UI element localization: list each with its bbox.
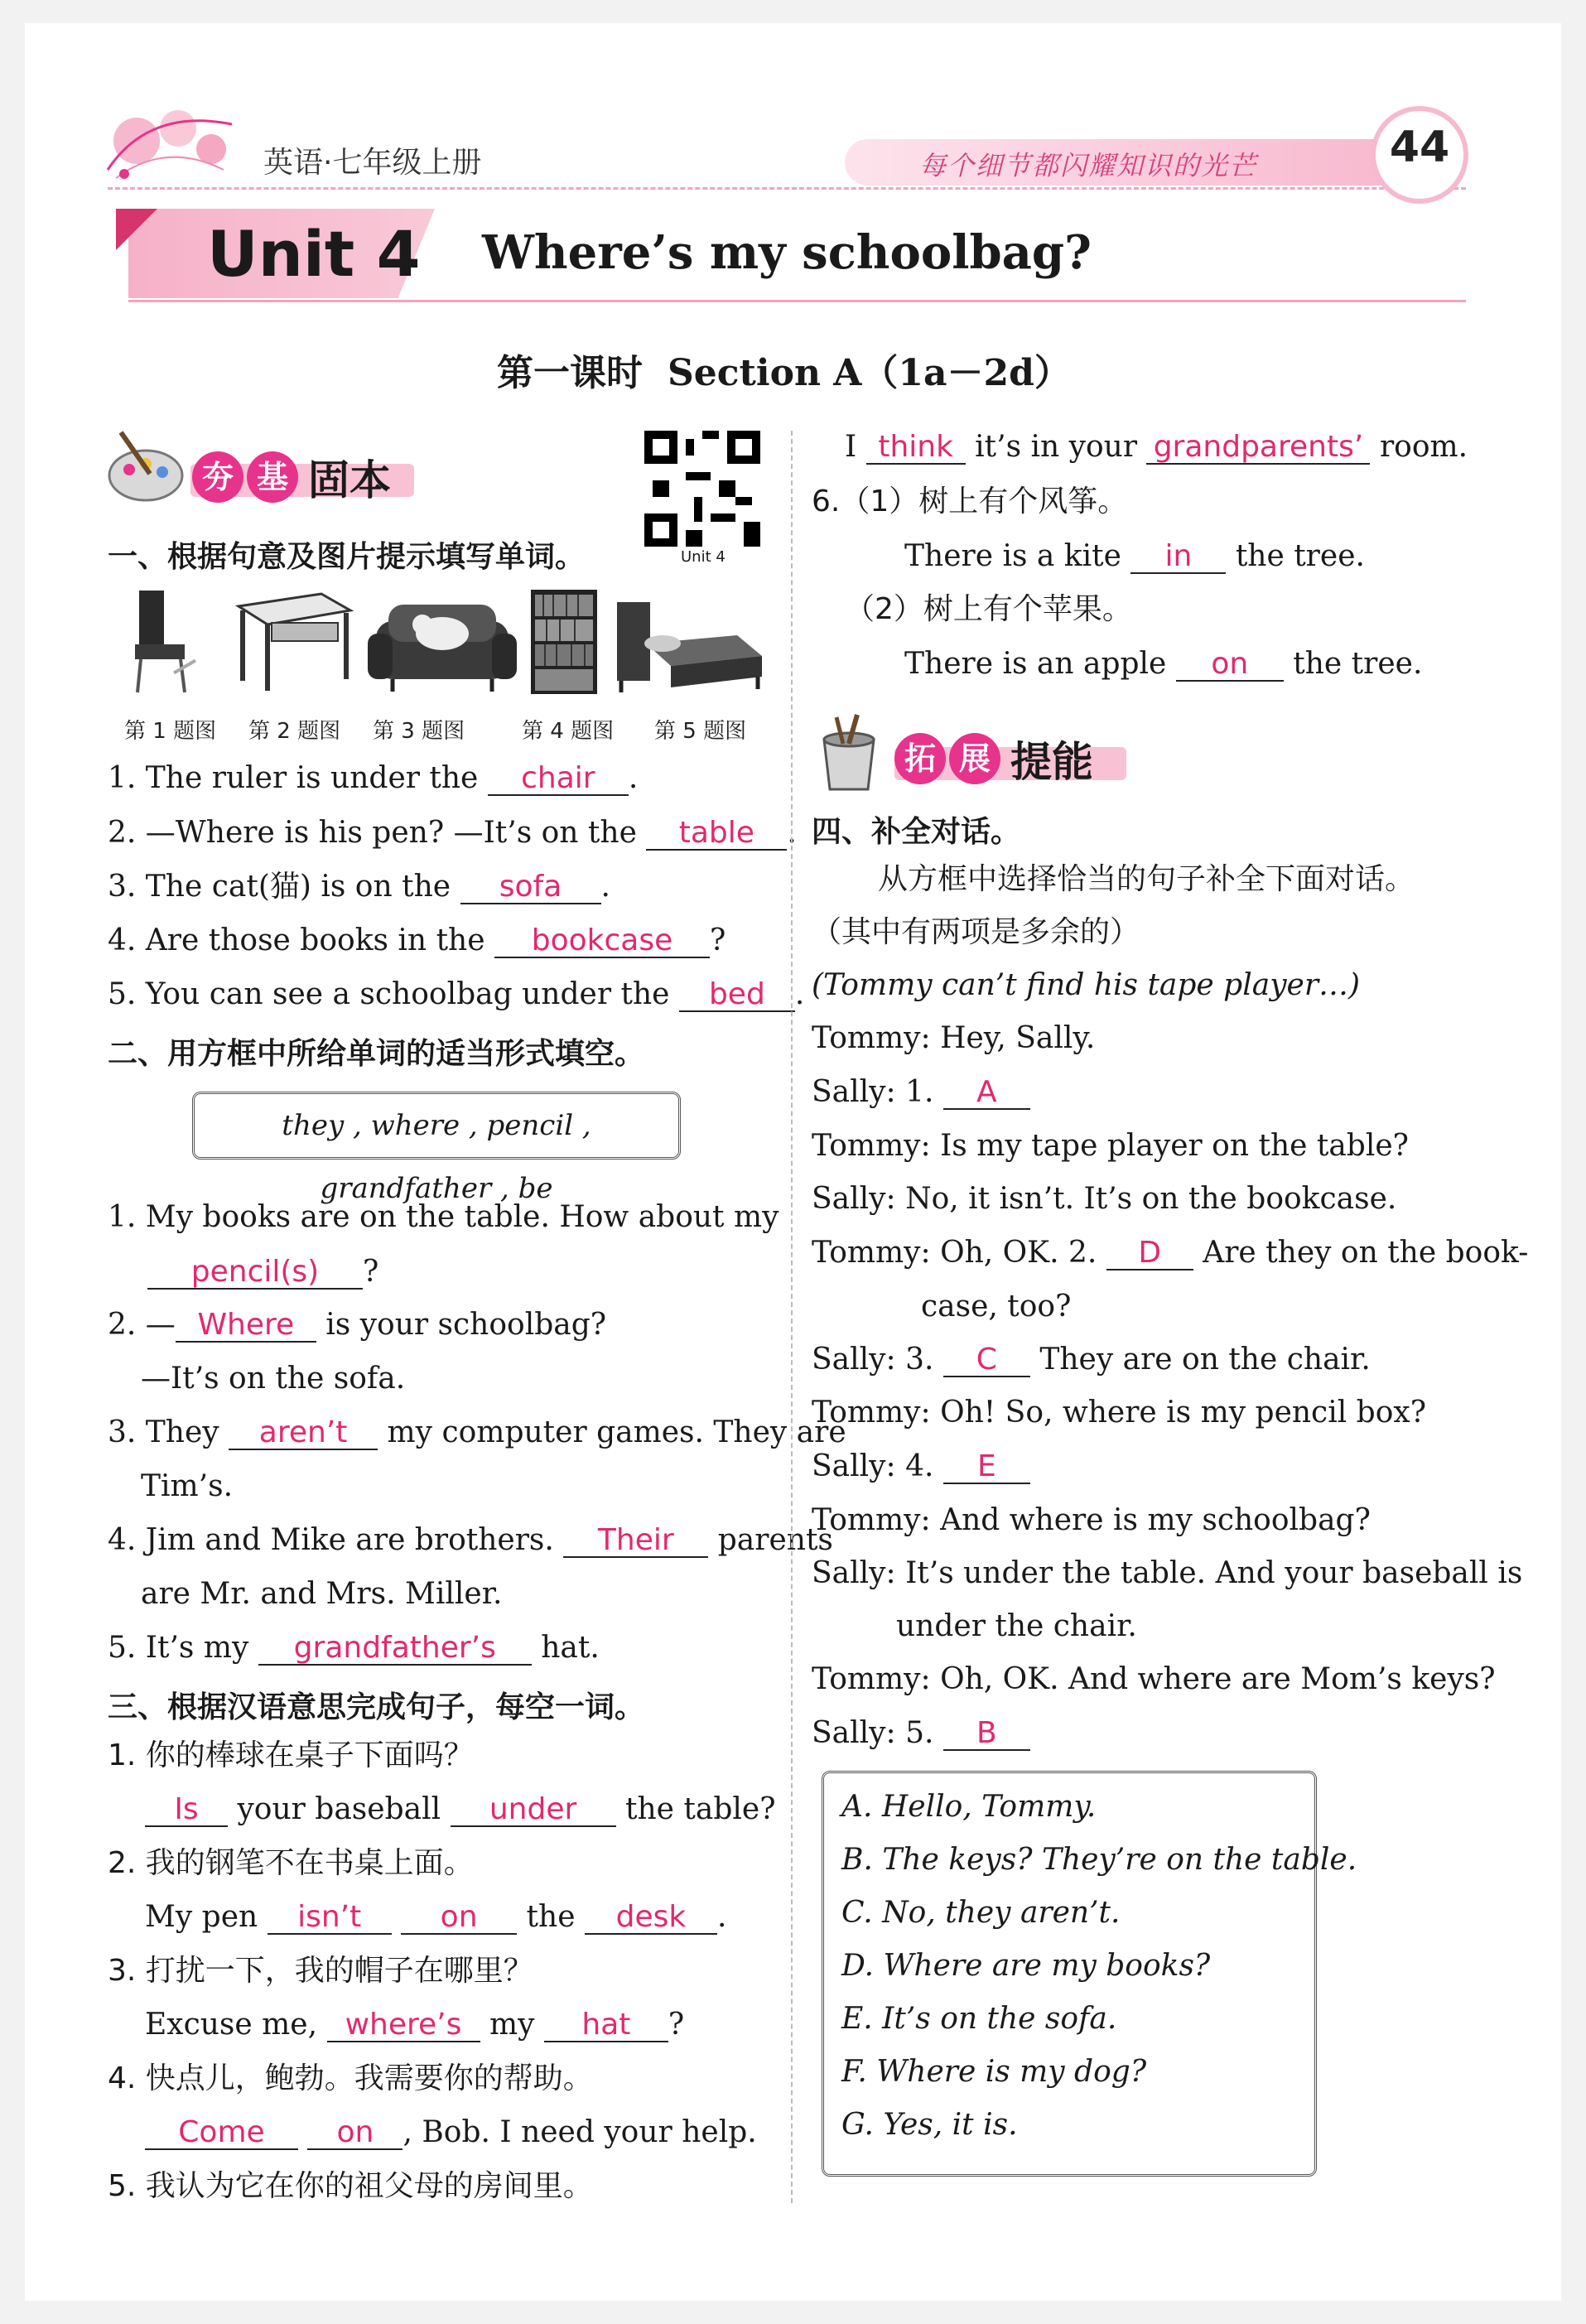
picture-caption: 第 4 题图 (522, 719, 615, 744)
unit-triangle-icon (116, 209, 157, 250)
picture-caption: 第 1 题图 (124, 719, 217, 744)
badge2-char2: 展 (949, 733, 1000, 784)
answer-blank[interactable]: on (1176, 649, 1284, 682)
dialogue-line: under the chair. (896, 1609, 1137, 1643)
unit-label: Unit 4 (207, 217, 421, 291)
p2-q2 (108, 1307, 606, 1343)
dialogue-line (812, 1074, 1030, 1110)
p3-q3-cn: 3. 打扰一下，我的帽子在哪里？ (108, 1954, 533, 1988)
p3-q3-mid: my (489, 2008, 535, 2042)
answer-blank[interactable]: desk (585, 1902, 717, 1935)
qr-code-icon[interactable] (644, 431, 760, 547)
slogan-text: 每个细节都闪耀知识的光芒 (919, 150, 1258, 181)
dialogue-line: Sally: No, it isn’t. It’s on the bookcase. (812, 1182, 1397, 1216)
p1-q5-end: . (794, 977, 805, 1011)
section-badge-extension (894, 729, 1093, 790)
p2-q4-text: 4. Jim and Mike are brothers. (108, 1523, 554, 1557)
answer-blank[interactable]: bed (679, 979, 795, 1012)
p3-q5-mid: it’s in your (975, 430, 1138, 464)
p3-q1-end: the table? (625, 1792, 776, 1826)
table-image (230, 590, 354, 693)
q6-en1 (904, 538, 1365, 574)
badge1-text: 固本 (308, 456, 391, 504)
p3-q1-mid: your baseball (237, 1792, 441, 1826)
paint-bucket-icon (812, 711, 886, 793)
answer-blank[interactable]: Come (145, 2117, 298, 2150)
p2-q5 (108, 1630, 600, 1666)
dialogue-line: Tommy: Is my tape player on the table? (812, 1129, 1409, 1163)
column-divider (791, 431, 793, 2203)
p3-q2-pre: My pen (145, 1900, 258, 1934)
part2-heading: 二、用方框中所给单词的适当形式填空。 (108, 1037, 645, 1071)
answer-blank[interactable]: sofa (460, 871, 601, 904)
q6-en2 (904, 646, 1422, 682)
answer-blank[interactable]: isn’t (268, 1902, 392, 1935)
q6-en1-pre: There is a kite (904, 539, 1121, 573)
p2-q3-text: 3. They (108, 1415, 219, 1449)
badge1-char2: 基 (247, 451, 298, 503)
answer-blank[interactable]: grandparents’ (1146, 432, 1370, 465)
part4-instruction: 从方框中选择恰当的句子补全下面对话。 (878, 862, 1415, 896)
p1-q3-text: 3. The cat(猫) is on the (108, 870, 451, 904)
picture-caption: 第 5 题图 (654, 719, 747, 744)
bookcase-image (527, 588, 601, 696)
page-number: 44 (1389, 123, 1450, 172)
p1-q4-end: ? (709, 923, 726, 957)
answer-blank[interactable]: in (1130, 541, 1226, 574)
p1-q5 (108, 976, 804, 1012)
dialogue-scene: (Tommy can’t find his tape player…) (812, 968, 1361, 1002)
p3-q4-en (145, 2114, 757, 2150)
p2-q1-text: 1. My books are on the table. How about my (108, 1200, 779, 1234)
option-item: C. No, they aren’t. (841, 1896, 1121, 1930)
answer-blank[interactable]: Is (145, 1794, 228, 1827)
answer-blank[interactable]: bookcase (494, 925, 710, 958)
badge2-text: 提能 (1010, 738, 1093, 786)
p3-q5-en (845, 429, 1468, 465)
answer-blank[interactable]: A (943, 1077, 1030, 1110)
p1-q2-end: . (787, 816, 797, 850)
p2-q5-text: 5. It’s my (108, 1631, 249, 1665)
subject-label: 英语·七年级上册 (263, 146, 482, 180)
p1-q3 (108, 869, 610, 904)
p1-q5-text: 5. You can see a schoolbag under the (108, 977, 670, 1011)
p2-q4-text2: parents (717, 1523, 833, 1557)
p3-q2-mid: the (526, 1900, 576, 1934)
dialogue-line: Tommy: Oh, OK. And where are Mom’s keys? (812, 1662, 1496, 1696)
answer-blank[interactable]: Where (176, 1309, 316, 1343)
p2-q1-answer-line (147, 1254, 378, 1290)
dialogue-text: They are on the chair. (1039, 1343, 1371, 1377)
answer-blank[interactable]: C (943, 1344, 1030, 1377)
option-item: E. It’s on the sofa. (841, 2002, 1117, 2036)
picture-caption: 第 2 题图 (248, 719, 341, 744)
option-item: B. The keys? They’re on the table. (841, 1843, 1357, 1877)
p3-q3-en (145, 2007, 684, 2042)
p1-q1-end: . (628, 761, 639, 795)
p1-q4 (108, 923, 726, 958)
dialogue-text: Are they on the book- (1203, 1236, 1529, 1270)
dialogue-line (812, 1235, 1528, 1270)
lesson-cn: 第一课时 (497, 352, 643, 394)
chair-image (123, 586, 205, 694)
answer-blank[interactable]: grandfather’s (258, 1632, 532, 1666)
badge1-char1: 夯 (192, 451, 243, 503)
p1-q2-text: 2. —Where is his pen? —It’s on the (108, 816, 637, 850)
part4-heading: 四、补全对话。 (812, 815, 1021, 849)
part1-heading: 一、根据句意及图片提示填写单词。 (108, 540, 586, 574)
option-item: F. Where is my dog? (841, 2055, 1147, 2089)
dialogue-line: Tommy: Oh! So, where is my pencil box? (812, 1396, 1427, 1430)
answer-blank[interactable]: table (646, 817, 787, 851)
option-item: G. Yes, it is. (841, 2108, 1018, 2142)
p3-q4-end: , Bob. I need your help. (403, 2115, 757, 2149)
p1-q3-end: . (600, 870, 610, 904)
p3-q3-end: ? (668, 2008, 685, 2042)
p3-q2-en (145, 1899, 726, 1935)
answer-blank[interactable]: chair (488, 763, 629, 796)
p3-q2-end: . (716, 1900, 727, 1934)
badge2-char1: 拓 (894, 733, 946, 784)
p3-q4-cn: 4. 快点儿，鲍勃。我需要你的帮助。 (108, 2061, 593, 2095)
answer-blank[interactable]: B (943, 1718, 1030, 1751)
qr-caption: Unit 4 (681, 548, 726, 566)
p2-q5-text2: hat. (541, 1631, 600, 1665)
p3-q5-cn: 5. 我认为它在你的祖父母的房间里。 (108, 2169, 593, 2203)
p3-q5-end: room. (1379, 430, 1468, 464)
answer-blank[interactable]: hat (544, 2009, 668, 2042)
p3-q1-cn: 1. 你的棒球在桌子下面吗？ (108, 1738, 474, 1772)
answer-blank[interactable]: on (401, 1902, 517, 1935)
p2-q4 (108, 1522, 833, 1558)
answer-blank[interactable]: Their (563, 1525, 708, 1558)
q6-cn2: （2）树上有个苹果。 (845, 592, 1132, 626)
p3-q1-en (145, 1791, 776, 1827)
answer-blank[interactable]: on (307, 2117, 403, 2150)
word-bank-box: they , where , pencil , grandfather , be (192, 1092, 681, 1160)
p3-q2-cn: 2. 我的钢笔不在书桌上面。 (108, 1846, 474, 1880)
p3-q3-pre: Excuse me, (145, 2008, 318, 2042)
p2-q2-text: is your schoolbag? (325, 1308, 607, 1342)
p2-q1-end: ? (363, 1255, 379, 1289)
unit-title: Where’s my schoolbag? (482, 225, 1092, 280)
part4-instruction-note: （其中有两项是多余的） (812, 915, 1140, 949)
section-badge-basics (192, 447, 391, 509)
dialogue-line: case, too? (921, 1290, 1072, 1324)
lesson-section: Section A（1a－2d） (668, 352, 1071, 394)
p3-q5-pre: I (845, 430, 857, 464)
q6-en1-post: the tree. (1235, 539, 1365, 573)
p1-q1 (108, 760, 638, 796)
dialogue-line (812, 1715, 1030, 1751)
answer-blank[interactable]: pencil(s) (147, 1256, 363, 1290)
p1-q4-text: 4. Are those books in the (108, 923, 485, 957)
sofa-with-cat-image (368, 588, 517, 694)
dialogue-line (812, 1449, 1030, 1484)
option-item: A. Hello, Tommy. (841, 1790, 1097, 1824)
header-divider (108, 187, 1466, 190)
lesson-title (497, 343, 1096, 396)
dialogue-speaker: Sally: 4. (812, 1449, 934, 1483)
answer-blank[interactable]: D (1106, 1237, 1193, 1270)
p2-q2-num: 2. — (108, 1308, 176, 1342)
answer-blank[interactable]: where’s (327, 2009, 480, 2042)
p1-q1-text: 1. The ruler is under the (108, 761, 479, 795)
p2-q3 (108, 1415, 846, 1450)
dialogue-speaker: Sally: 1. (812, 1075, 934, 1109)
answer-blank[interactable]: aren’t (229, 1417, 378, 1450)
palette-icon (104, 424, 187, 507)
p2-q3-cont: Tim’s. (141, 1469, 234, 1503)
part3-heading: 三、根据汉语意思完成句子，每空一词。 (108, 1690, 645, 1724)
q6-cn1: 6.（1）树上有个风筝。 (812, 485, 1128, 518)
p2-q3-text2: my computer games. They are (387, 1415, 846, 1449)
p2-q4-cont: are Mr. and Mrs. Miller. (141, 1577, 503, 1611)
dialogue-line (812, 1342, 1371, 1377)
picture-caption: 第 3 题图 (373, 719, 465, 744)
unit-underline (128, 300, 1466, 302)
p2-q2-reply: —It’s on the sofa. (141, 1362, 406, 1396)
answer-blank[interactable]: under (451, 1794, 616, 1827)
dialogue-speaker: Sally: 5. (812, 1716, 934, 1750)
dialogue-line: Tommy: And where is my schoolbag? (812, 1503, 1371, 1537)
dialogue-speaker: Tommy: Oh, OK. 2. (812, 1236, 1097, 1270)
answer-blank[interactable]: think (866, 432, 966, 465)
floral-ornament-icon (99, 91, 240, 190)
option-item: D. Where are my books? (841, 1949, 1211, 1983)
dialogue-line: Sally: It’s under the table. And your baseball is (812, 1556, 1523, 1590)
q6-en2-pre: There is an apple (904, 647, 1167, 681)
p1-q2 (108, 815, 797, 851)
dialogue-speaker: Sally: 3. (812, 1343, 934, 1377)
q6-en2-post: the tree. (1293, 647, 1423, 681)
bed-image (613, 598, 764, 694)
answer-blank[interactable]: E (943, 1451, 1030, 1484)
dialogue-line: Tommy: Hey, Sally. (812, 1021, 1096, 1055)
